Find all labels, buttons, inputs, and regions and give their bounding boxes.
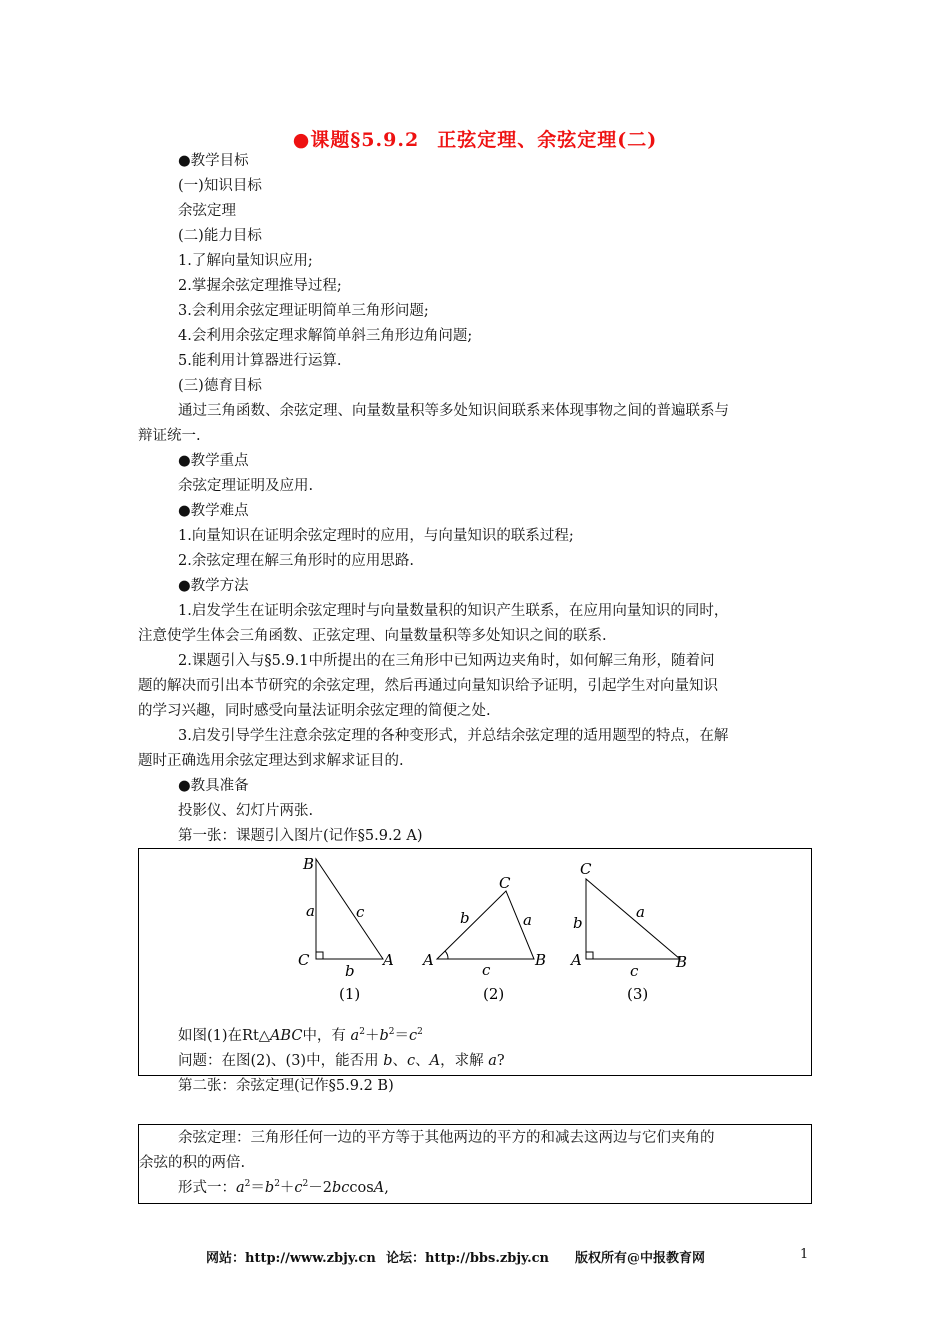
triangle-2 [437, 891, 534, 959]
text-line: 3.启发引导学生注意余弦定理的各种变形式，并总结余弦定理的适用题型的特点，在解 [178, 728, 729, 744]
fig3-vertex-c: C [580, 860, 592, 878]
text-line: 投影仪、幻灯片两张. [178, 803, 314, 819]
text-line: 余弦定理证明及应用. [178, 478, 314, 494]
footer-copyright: 版权所有@中报教育网 [575, 1251, 706, 1266]
fig3-vertex-a: A [571, 951, 582, 969]
text-line: 通过三角函数、余弦定理、向量数量积等多处知识间联系来体现事物之间的普遍联系与 [178, 403, 729, 419]
fig1-vertex-b: B [303, 855, 315, 873]
list-item: 3.会利用余弦定理证明简单三角形问题; [178, 303, 429, 319]
fig1-vertex-a: A [383, 951, 394, 969]
subsection-ability-goal: (二)能力目标 [178, 228, 262, 244]
slide-two-caption: 第二张：余弦定理(记作§5.9.2 B) [178, 1078, 394, 1094]
list-item: 1.了解向量知识应用; [178, 253, 313, 269]
fig1-caption: (1) [339, 985, 361, 1003]
section-equipment: ●教具准备 [178, 778, 249, 794]
right-angle-mark-1 [316, 952, 323, 959]
fig3-side-b: b [573, 914, 583, 932]
section-key-points: ●教学重点 [178, 453, 249, 469]
slide-a-box [138, 848, 812, 1076]
fig3-vertex-b: B [676, 953, 688, 971]
fig1-side-c: c [356, 903, 365, 921]
text-line: 题时正确选用余弦定理达到求解求证目的. [138, 753, 404, 769]
fig2-side-a: a [523, 911, 532, 929]
fig3-side-c: c [630, 962, 639, 980]
subsection-moral-goal: (三)德育目标 [178, 378, 262, 394]
title-main: ●课题§5.9.2 [292, 129, 420, 151]
text-line: 注意使学生体会三角函数、正弦定理、向量数量积等多处知识之间的联系. [138, 628, 607, 644]
fig2-vertex-a: A [423, 951, 434, 969]
list-item: 5.能利用计算器进行运算. [178, 353, 342, 369]
title-sub: 正弦定理、余弦定理(二) [437, 129, 658, 151]
cosine-rule-statement-cont: 余弦的积的两倍. [139, 1155, 246, 1171]
fig1-side-b: b [345, 962, 355, 980]
triangle-figures [139, 849, 811, 1027]
right-angle-mark-3 [586, 952, 593, 959]
list-item: 1.向量知识在证明余弦定理时的应用，与向量知识的联系过程; [178, 528, 574, 544]
subsection-knowledge-goal: (一)知识目标 [178, 178, 262, 194]
fig2-vertex-c: C [499, 874, 511, 892]
section-difficulties: ●教学难点 [178, 503, 249, 519]
triangle-1 [316, 859, 383, 959]
section-methods: ●教学方法 [178, 578, 249, 594]
text-line: 1.启发学生在证明余弦定理时与向量数量积的知识产生联系，在应用向量知识的同时， [178, 603, 729, 619]
lesson-title [0, 125, 950, 152]
text-line: 余弦定理 [178, 203, 236, 219]
fig3-caption: (3) [627, 985, 649, 1003]
fig3-side-a: a [636, 903, 645, 921]
footer-forum-link[interactable]: 论坛：http://bbs.zbjy.cn [386, 1251, 550, 1266]
triangle-3 [586, 879, 680, 959]
list-item: 2.掌握余弦定理推导过程; [178, 278, 342, 294]
box1-text-question: 问题：在图(2)、(3)中，能否用 b、c、A，求解 a? [178, 1053, 505, 1069]
list-item: 2.余弦定理在解三角形时的应用思路. [178, 553, 414, 569]
fig2-side-c: c [482, 961, 491, 979]
fig2-vertex-b: B [535, 951, 547, 969]
cosine-rule-formula: 形式一：$a^2=b^2+c^2-2bccosA$, [178, 1179, 389, 1196]
slide-b-box [138, 1124, 812, 1204]
text-line: 2.课题引入与§5.9.1中所提出的在三角形中已知两边夹角时，如何解三角形，随着问 [178, 653, 715, 669]
fig2-caption: (2) [483, 985, 505, 1003]
text-line: 辩证统一. [138, 428, 201, 444]
angle-mark-2 [445, 951, 448, 959]
text-line: 的学习兴趣，同时感受向量法证明余弦定理的简便之处. [138, 703, 491, 719]
fig1-side-a: a [306, 902, 315, 920]
slide-one-caption: 第一张：课题引入图片(记作§5.9.2 A) [178, 828, 423, 844]
fig1-vertex-c: C [298, 951, 310, 969]
list-item: 4.会利用余弦定理求解简单斜三角形边角问题; [178, 328, 473, 344]
footer-website-link[interactable]: 网站：http://www.zbjy.cn [206, 1251, 376, 1266]
cosine-rule-statement: 余弦定理：三角形任何一边的平方等于其他两边的平方的和减去这两边与它们夹角的 [178, 1130, 715, 1146]
box1-text-pythagoras: 如图(1)在Rt△ABC中，有 $a^2+b^2=c^2$ [178, 1027, 423, 1044]
section-teaching-goals: ●教学目标 [178, 153, 249, 169]
page-number: 1 [800, 1247, 809, 1262]
fig2-side-b: b [460, 909, 470, 927]
text-line: 题的解决而引出本节研究的余弦定理，然后再通过向量知识给予证明，引起学生对向量知识 [138, 678, 718, 694]
